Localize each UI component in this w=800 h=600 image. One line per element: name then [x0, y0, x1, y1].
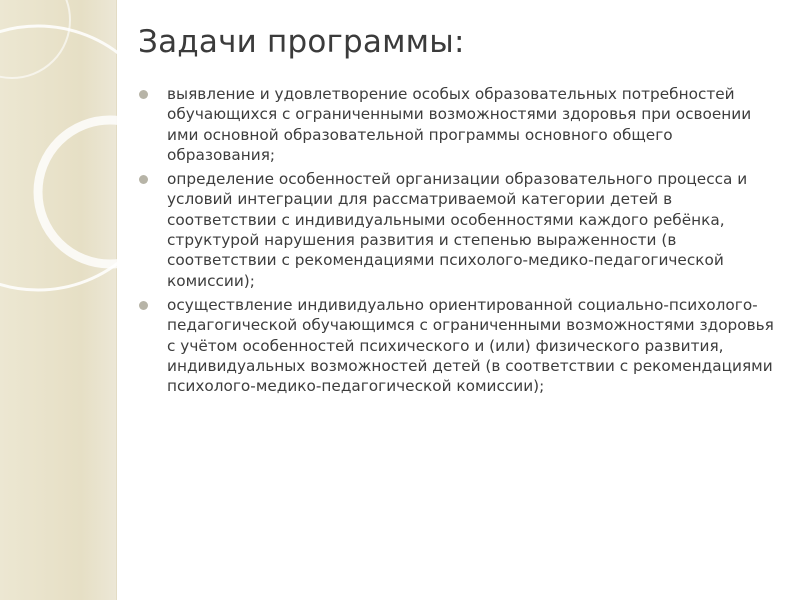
- left-accent-band: [0, 0, 116, 600]
- bullet-icon: [139, 301, 148, 310]
- list-item: [138, 169, 778, 291]
- bullet-icon: [139, 175, 148, 184]
- list-item: [138, 84, 778, 165]
- task-list: [138, 84, 778, 400]
- slide-title: Задачи программы:: [138, 24, 465, 60]
- bullet-icon: [139, 90, 148, 99]
- list-item-text: определение особенностей организации образовательного процесса и условий интеграции для рассматриваемой категории детей в соответствии с индивидуальными особенностями каждого ребёнка, структурой нарушения развития и степенью выраженности (в соответствии с рекомендациями психолого-медико-педагогической комиссии);: [167, 170, 748, 290]
- list-item-text: выявление и удовлетворение особых образовательных потребностей обучающихся с ограниченными возможностями здоровья при освоении ими основной образовательной программы основного общего образования;: [167, 85, 752, 164]
- list-item-text: осуществление индивидуально ориентированной социально-психолого-педагогической обучающимся с ограниченными возможностями здоровья с учётом особенностей психического и (или) физического развития, индивидуальных возможностей детей (в соответствии с рекомендациями психолого-медико-педагогической комиссии);: [167, 295, 774, 396]
- list-item: [138, 295, 778, 396]
